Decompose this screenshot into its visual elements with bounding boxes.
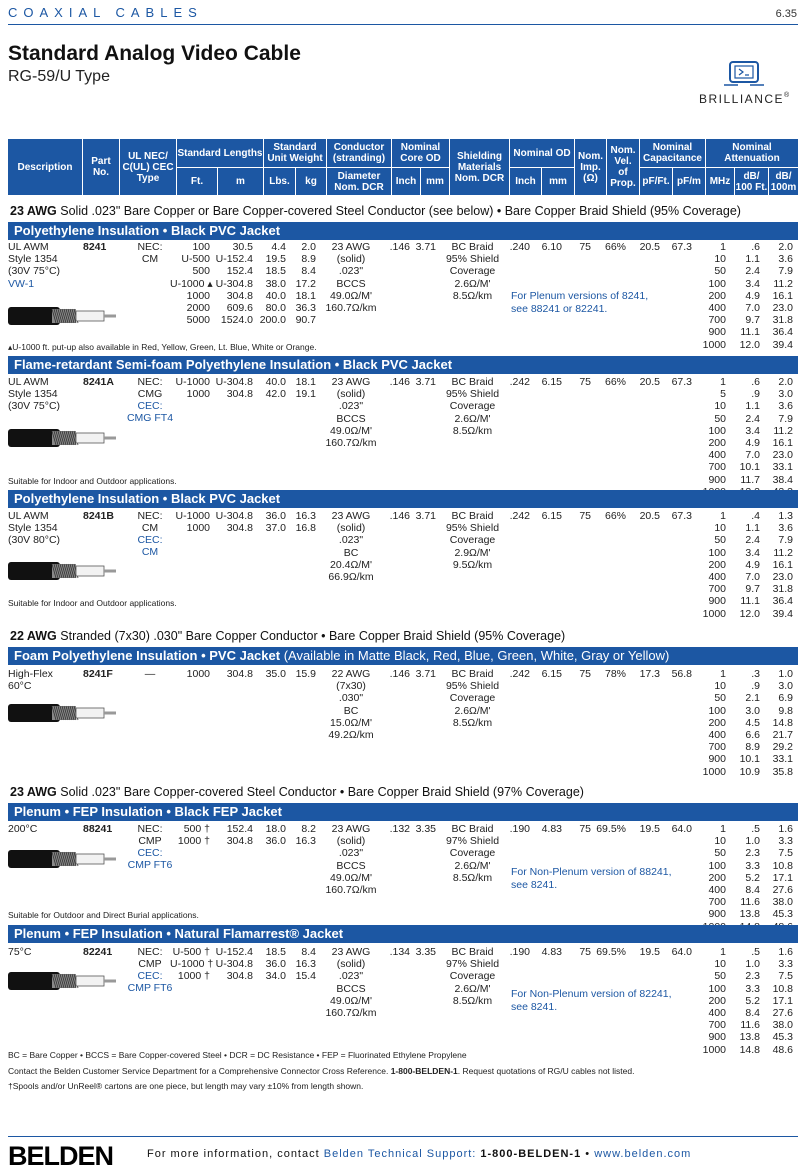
cell-pf-ft: 19.5 [639, 823, 660, 835]
col-od-mm: mm [549, 176, 567, 187]
cell-imp: 75 [579, 823, 591, 835]
cell-ft: U-500 † U-1000 † 1000 † [170, 946, 214, 983]
cell-shield: BC Braid 97% Shield Coverage 2.6Ω/M' 8.5Ω/km [445, 823, 500, 884]
cell-dbft: .5 1.0 2.3 3.3 5.2 8.4 11.6 13.8 14.8 [739, 946, 760, 1056]
cell-pf-ft: 20.5 [639, 510, 660, 522]
col-capacitance: Nominal Capacitance [643, 142, 702, 164]
cell-pf-ft: 20.5 [639, 376, 660, 388]
cell-core-in: .146 [389, 510, 410, 522]
cell-dbft: .6 1.1 2.4 3.4 4.9 7.0 9.7 11.1 12.0 [739, 241, 760, 351]
cell-pf-ft: 20.5 [639, 241, 660, 253]
col-core-mm: mm [426, 176, 444, 187]
col-attenuation: Nominal Attenuation [724, 142, 780, 164]
cell-core-mm: 3.71 [415, 510, 436, 522]
cell-dbft: .3 .9 2.1 3.0 4.5 6.6 8.9 10.1 10.9 [739, 668, 760, 778]
cell-mhz: 1 5 10 50 100 200 400 700 900 [708, 376, 726, 486]
page-number: 6.35 [775, 8, 797, 20]
cell-lbs: 35.0 [265, 668, 286, 680]
cell-dbm: 1.6 3.3 7.5 10.8 17.1 27.6 38.0 45.3 48.6 [772, 946, 793, 1056]
cell-type: NEC: CMP [137, 823, 163, 848]
cell-cec-type: CEC: CM [137, 534, 163, 559]
coax-cable-icon [8, 846, 118, 872]
cell-dbm: 2.0 3.0 3.6 7.9 11.2 16.1 23.0 33.1 38.4 [772, 376, 793, 486]
col-conductor: Conductor (stranding) [332, 142, 386, 164]
cell-mhz: 1 10 50 100 200 400 700 900 1000 [702, 510, 726, 620]
cell-vel: 78% [604, 668, 626, 680]
cell-lbs: 4.4 19.5 18.5 38.0 40.0 80.0 200.0 [259, 241, 286, 327]
cell-core-mm: 3.35 [415, 946, 436, 958]
cell-lbs: 36.0 37.0 [265, 510, 286, 535]
cell-lbs: 18.0 36.0 [265, 823, 286, 848]
header-rule [8, 24, 798, 25]
cell-od-in: .190 [509, 946, 530, 958]
cell-cec-type: CEC: CMP FT6 [127, 847, 173, 872]
cell-dbm: 1.3 3.6 7.9 11.2 16.1 23.0 31.8 36.4 39.4 [772, 510, 793, 620]
group-heading: 23 AWG Solid .023" Bare Copper-covered Steel Conductor • Bare Copper Braid Shield (97% Coverage) [10, 785, 584, 799]
cell-pf-ft: 19.5 [639, 946, 660, 958]
cell-desc-rating: VW-1 [8, 278, 35, 290]
cell-kg: 2.0 8.9 8.4 17.2 18.1 36.3 90.7 [295, 241, 316, 327]
cell-cond: 23 AWG (solid) .023" BCCS 49.0Ω/M' 160.7Ω/km [325, 946, 377, 1020]
cell-od-in: .242 [509, 510, 530, 522]
cell-od-mm: 4.83 [541, 823, 562, 835]
cell-ft: 1000 [186, 668, 210, 680]
coax-cable-icon [8, 303, 118, 329]
col-pf-ft: pF/Ft. [642, 176, 670, 187]
col-part-no: Part No. [91, 156, 111, 178]
plenum-note: For Non-Plenum version of 82241, see 8241. [511, 988, 672, 1013]
cell-core-mm: 3.71 [415, 376, 436, 388]
cell-type: NEC: CM [137, 510, 163, 535]
cell-dbft: .4 1.1 2.4 3.4 4.9 7.0 9.7 11.1 12.0 [739, 510, 760, 620]
group-heading: 23 AWG Solid .023" Bare Copper or Bare Copper-covered Steel Conductor (see below) • Bare Copper Braid Shield (95% Coverage) [10, 204, 741, 218]
plenum-note: For Non-Plenum version of 88241, see 8241. [511, 866, 672, 891]
cell-shield: BC Braid 97% Shield Coverage 2.6Ω/M' 8.5Ω/km [445, 946, 500, 1007]
col-ft: Ft. [190, 176, 204, 187]
cell-dbft: .5 1.0 2.3 3.3 5.2 8.4 11.6 13.8 [739, 823, 760, 921]
col-unit-weight: Standard Unit Weight [267, 142, 323, 164]
col-diameter-dcr: Diameter Nom. DCR [334, 170, 384, 193]
cell-imp: 75 [579, 376, 591, 388]
col-pf-m: pF/m [677, 176, 701, 187]
cell-core-in: .146 [389, 241, 410, 253]
cell-mhz: 1 10 50 100 200 400 700 900 1000 [702, 946, 726, 1056]
contact-note: Contact the Belden Customer Service Department for a Comprehensive Connector Cross Reference. 1-800-BELDEN-1. Request quotations of RG/U cables not listed. [8, 1066, 635, 1076]
section-label: COAXIAL CABLES [8, 5, 203, 20]
cell-vel: 66% [604, 376, 626, 388]
cell-vel: 69.5% [596, 946, 626, 958]
col-m: m [236, 176, 245, 187]
cell-dbm: 2.0 3.6 7.9 11.2 16.1 23.0 31.8 36.4 39.4 [772, 241, 793, 351]
cell-desc: 75°C [8, 946, 32, 958]
cell-cond: 23 AWG (solid) .023" BCCS 49.0Ω/M' 160.7Ω/km [325, 376, 377, 450]
cell-od-in: .242 [509, 376, 530, 388]
cell-pf-m: 67.3 [671, 510, 692, 522]
col-description: Description [17, 161, 73, 173]
coax-cable-icon [8, 558, 118, 584]
footer-rule [8, 1136, 798, 1137]
cell-core-in: .134 [389, 946, 410, 958]
cell-cond: 23 AWG (solid) .023" BCCS 49.0Ω/M' 160.7Ω/km [325, 823, 377, 897]
cell-pf-m: 67.3 [671, 241, 692, 253]
cell-dbm: 1.0 3.0 6.9 9.8 14.8 21.7 29.2 33.1 35.8 [772, 668, 793, 778]
cell-shield: BC Braid 95% Shield Coverage 2.6Ω/M' 8.5Ω/km [445, 668, 500, 729]
page-title: Standard Analog Video Cable [8, 42, 301, 65]
cell-part: 8241B [83, 510, 114, 522]
col-standard-lengths: Standard Lengths [177, 147, 263, 159]
cell-type: NEC: CMG [137, 376, 163, 401]
cell-od-in: .242 [509, 668, 530, 680]
plenum-note: For Plenum versions of 8241, see 88241 or 82241. [511, 290, 649, 315]
col-nominal-od: Nominal OD [513, 147, 571, 159]
col-lbs: Lbs. [269, 176, 290, 187]
cell-core-mm: 3.71 [415, 668, 436, 680]
cell-part: 88241 [83, 823, 113, 835]
cell-cec-type: CEC: CMP FT6 [127, 970, 173, 995]
cell-mhz: 1 10 50 100 200 400 700 900 [708, 823, 726, 921]
cell-dbm: 1.6 3.3 7.5 10.8 17.1 27.6 38.0 45.3 [772, 823, 793, 921]
cell-ft: 100 U-500 500 U-1000 ▴ 1000 2000 5000 [170, 241, 213, 327]
table-header [8, 139, 798, 195]
cell-kg: 8.2 16.3 [295, 823, 316, 848]
col-mhz: MHz [709, 176, 731, 187]
cell-core-in: .146 [389, 376, 410, 388]
cell-kg: 16.3 16.8 [295, 510, 316, 535]
cell-imp: 75 [579, 946, 591, 958]
application-note: Suitable for Indoor and Outdoor applications. [8, 598, 177, 608]
product-section-bar: Plenum • FEP Insulation • Black FEP Jacket [8, 803, 798, 821]
page-subtitle: RG-59/U Type [8, 68, 110, 85]
coax-cable-icon [8, 700, 118, 726]
cell-shield: BC Braid 95% Shield Coverage 2.6Ω/M' 8.5Ω/km [445, 241, 500, 302]
cell-pf-m: 56.8 [671, 668, 692, 680]
cell-lbs: 40.0 42.0 [265, 376, 286, 401]
cell-pf-m: 64.0 [671, 823, 692, 835]
product-section-bar: Flame-retardant Semi-foam Polyethylene Insulation • Black PVC Jacket [8, 356, 798, 374]
cell-od-in: .190 [509, 823, 530, 835]
cell-pf-m: 67.3 [671, 376, 692, 388]
col-velocity: Nom. Vel. of Prop. [610, 145, 636, 189]
cell-part: 8241A [83, 376, 114, 388]
col-core-od: Nominal Core OD [400, 142, 441, 164]
cell-type: NEC: CMP [137, 946, 163, 971]
cell-lbs: 18.5 36.0 34.0 [265, 946, 286, 983]
group-heading: 22 AWG Stranded (7x30) .030" Bare Copper Conductor • Bare Copper Braid Shield (95% Coverage) [10, 629, 566, 643]
coax-cable-icon [8, 425, 118, 451]
footer-contact: For more information, contact Belden Technical Support: 1-800-BELDEN-1 • www.belden.com [147, 1148, 692, 1160]
col-core-inch: Inch [395, 176, 417, 187]
product-section-bar: Foam Polyethylene Insulation • PVC Jacket (Available in Matte Black, Red, Blue, Green, White, Gray or Yellow) [8, 647, 798, 665]
cell-m: U-152.4 U-304.8 304.8 [215, 946, 253, 983]
cell-od-mm: 6.15 [541, 510, 562, 522]
cell-cec-type: CEC: CMG FT4 [126, 400, 174, 425]
product-section-bar: Polyethylene Insulation • Black PVC Jacket [8, 490, 798, 508]
belden-logo: BELDEN [8, 1141, 114, 1171]
cell-pf-ft: 17.3 [639, 668, 660, 680]
cell-vel: 69.5% [596, 823, 626, 835]
cell-od-mm: 4.83 [541, 946, 562, 958]
cell-core-mm: 3.35 [415, 823, 436, 835]
cell-cond: 23 AWG (solid) .023" BCCS 49.0Ω/M' 160.7Ω/km [325, 241, 377, 315]
cell-type: NEC: CM [137, 241, 163, 266]
cell-desc: UL AWM Style 1354 (30V 80°C) [8, 510, 61, 547]
cell-part: 8241F [83, 668, 113, 680]
cell-desc: High-Flex 60°C [8, 668, 53, 693]
cell-cond: 23 AWG (solid) .023" BC 20.4Ω/M' 66.9Ω/km [328, 510, 374, 584]
cell-kg: 8.4 16.3 15.4 [295, 946, 316, 983]
cell-od-mm: 6.15 [541, 376, 562, 388]
website-link[interactable]: www.belden.com [594, 1148, 692, 1160]
cell-od-mm: 6.10 [541, 241, 562, 253]
cell-shield: BC Braid 95% Shield Coverage 2.6Ω/M' 8.5Ω/km [445, 376, 500, 437]
cell-ft: 500 † 1000 † [177, 823, 210, 848]
application-note: Suitable for Outdoor and Direct Burial applications. [8, 910, 199, 920]
coax-cable-icon [8, 968, 118, 994]
col-ul-type: UL NEC/ C(UL) CEC Type [122, 150, 174, 184]
cell-od-mm: 6.15 [541, 668, 562, 680]
cell-shield: BC Braid 95% Shield Coverage 2.9Ω/M' 9.5Ω/km [445, 510, 500, 571]
cell-ft: U-1000 1000 [175, 376, 210, 401]
cell-m: U-304.8 304.8 [215, 376, 253, 401]
abbreviations-note: BC = Bare Copper • BCCS = Bare Copper-covered Steel • DCR = DC Resistance • FEP = Fluorinated Ethylene Propylene [8, 1050, 467, 1060]
cell-m: U-304.8 304.8 [215, 510, 253, 535]
col-db-100ft: dB/ 100 Ft. [735, 170, 768, 193]
cell-part: 82241 [83, 946, 113, 958]
cell-core-in: .132 [389, 823, 410, 835]
col-od-inch: Inch [515, 176, 536, 187]
cell-m: 152.4 304.8 [226, 823, 253, 848]
cell-dbft: .6 .9 1.1 2.4 3.4 4.9 7.0 10.1 11.7 [739, 376, 760, 486]
cell-m: 30.5 U-152.4 152.4 U-304.8 304.8 609.6 1524.0 [215, 241, 253, 327]
brand-name: BRILLIANCE® [699, 92, 791, 106]
col-kg: kg [305, 176, 317, 187]
cell-vel: 66% [604, 241, 626, 253]
brilliance-logo-icon [724, 58, 764, 88]
cell-kg: 18.1 19.1 [295, 376, 316, 401]
col-db-100m: dB/ 100m [770, 170, 797, 193]
cell-desc: UL AWM Style 1354 (30V 75°C) [8, 241, 61, 278]
cell-type: — [144, 668, 156, 680]
spools-note: †Spools and/or UnReel® cartons are one piece, but length may vary ±10% from length shown. [8, 1081, 364, 1091]
product-section-bar: Plenum • FEP Insulation • Natural Flamarrest® Jacket [8, 925, 798, 943]
col-impedance: Nom. Imp. (Ω) [578, 150, 603, 184]
cell-desc: UL AWM Style 1354 (30V 75°C) [8, 376, 61, 413]
product-section-bar: Polyethylene Insulation • Black PVC Jacket [8, 222, 798, 240]
cell-imp: 75 [579, 241, 591, 253]
cell-core-in: .146 [389, 668, 410, 680]
cell-cond: 22 AWG (7x30) .030" BC 15.0Ω/M' 49.2Ω/km [328, 668, 374, 742]
cell-desc: 200°C [8, 823, 38, 835]
cell-kg: 15.9 [295, 668, 316, 680]
cell-imp: 75 [579, 668, 591, 680]
cell-core-mm: 3.71 [415, 241, 436, 253]
cell-m: 304.8 [226, 668, 253, 680]
cell-ft: U-1000 1000 [175, 510, 210, 535]
cell-imp: 75 [579, 510, 591, 522]
cell-vel: 66% [604, 510, 626, 522]
cell-part: 8241 [83, 241, 107, 253]
col-shielding: Shielding Materials Nom. DCR [454, 150, 505, 184]
application-note: ▴U-1000 ft. put-up also available in Red, Yellow, Green, Lt. Blue, White or Orange. [8, 342, 317, 352]
application-note: Suitable for Indoor and Outdoor applications. [8, 476, 177, 486]
cell-od-in: .240 [509, 241, 530, 253]
cell-mhz: 1 10 50 100 200 400 700 900 1000 [702, 668, 726, 778]
cell-mhz: 1 10 50 100 200 400 700 900 1000 [702, 241, 726, 351]
cell-pf-m: 64.0 [671, 946, 692, 958]
